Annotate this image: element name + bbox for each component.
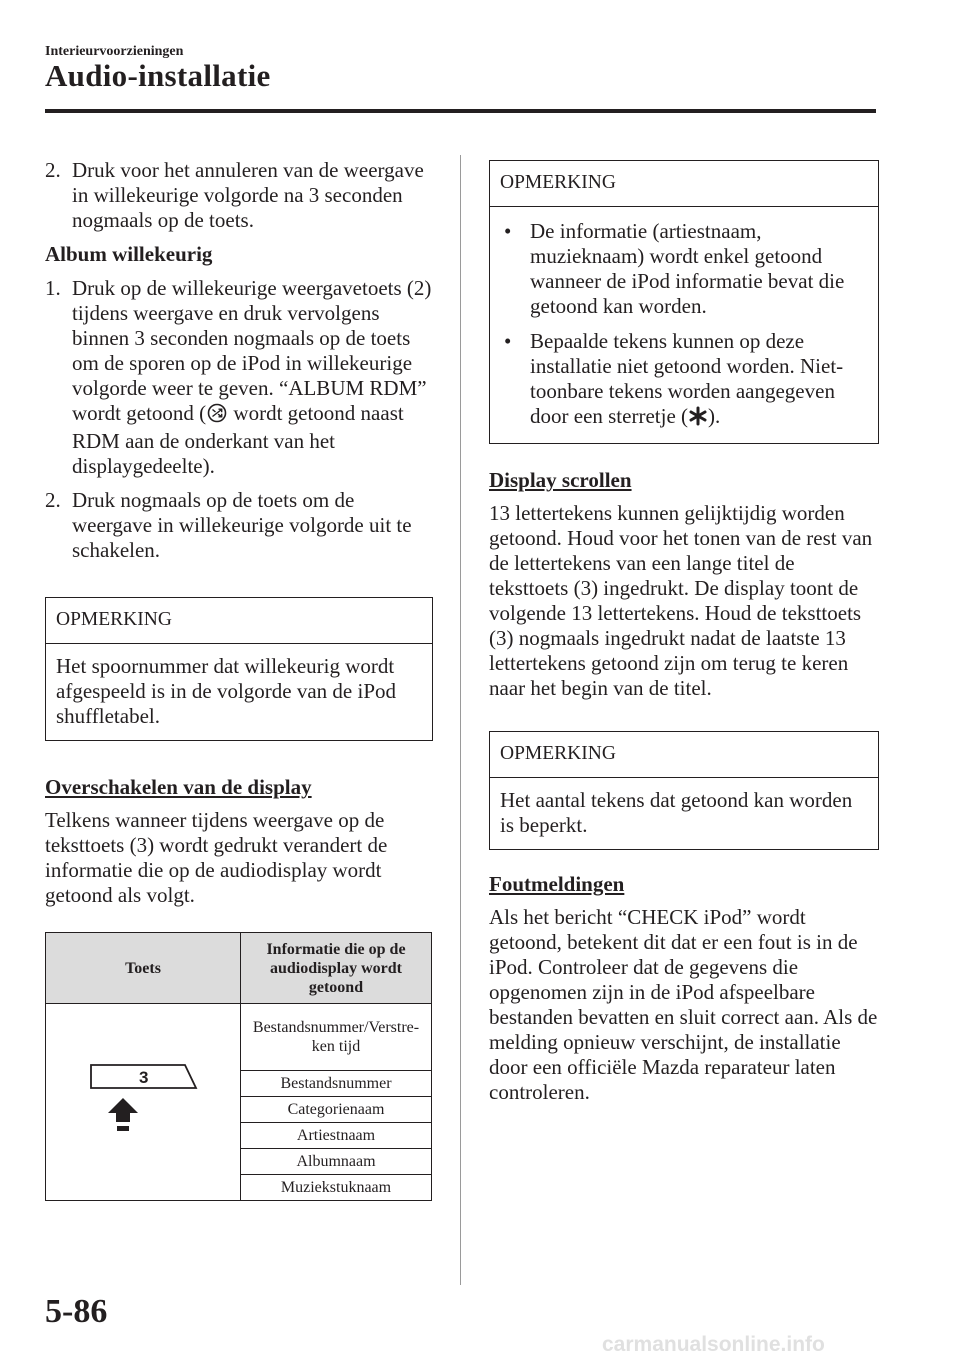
table-header-toets: Toets bbox=[46, 933, 241, 1004]
display-info-table bbox=[45, 932, 432, 1201]
shuffle-disc-icon bbox=[206, 403, 228, 429]
watermark: carmanualsonline.info bbox=[602, 1333, 825, 1356]
table-cell: Muziekstuknaam bbox=[241, 1175, 432, 1201]
note-body bbox=[490, 207, 878, 443]
note-box bbox=[489, 731, 879, 850]
error-messages-text: Als het bericht “CHECK iPod” wordt getoond, betekent dit dat er een fout is in de iPod. Controleer dat de gegevens die opgenomen zijn in de iPod afspeelbare bestanden bevatten en sluit correct aan. Als de melding opnieuw verschijnt, de installatie door een officiële Mazda reparateur laten controleren. bbox=[489, 905, 878, 1104]
table-cell: Categorienaam bbox=[241, 1097, 432, 1123]
album-step-1 bbox=[45, 276, 433, 479]
left-column bbox=[45, 158, 433, 1201]
text-button-3-icon bbox=[83, 1060, 203, 1140]
table-cell: Artiestnaam bbox=[241, 1123, 432, 1149]
note-box bbox=[45, 597, 433, 741]
right-column bbox=[489, 160, 879, 1105]
step-text: Druk voor het annuleren van de weergave in willekeurige volgorde na 3 seconden nogmaals op de toets. bbox=[72, 158, 424, 232]
bullet-text: De informatie (artiestnaam, muzieknaam) wordt enkel getoond wanneer de iPod informatie bevat die getoond kan worden. bbox=[530, 219, 845, 318]
error-messages-heading: Foutmeldingen bbox=[489, 872, 625, 896]
section-label: Interieurvoorzieningen bbox=[45, 44, 184, 59]
page-title: Audio-installatie bbox=[45, 58, 271, 93]
display-scroll-heading: Display scrollen bbox=[489, 468, 632, 492]
table-header-info: Informatie die op de audiodisplay wordt getoond bbox=[241, 933, 432, 1004]
bullet-text-b: ). bbox=[708, 404, 721, 428]
step-text bbox=[72, 276, 433, 479]
note-body: Het aantal tekens dat getoond kan worden is beperkt. bbox=[500, 788, 853, 837]
bullet-text bbox=[530, 329, 868, 432]
step-text-b: wordt getoond naast RDM aan de onderkant van het displaygedeelte). bbox=[72, 401, 404, 478]
button-number-label: 3 bbox=[139, 1067, 149, 1087]
step-number: 2. bbox=[45, 158, 61, 182]
bullet-dot: • bbox=[504, 329, 512, 353]
album-step-2 bbox=[45, 488, 433, 563]
bullet-dot: • bbox=[504, 219, 512, 243]
intro-step-2 bbox=[45, 158, 433, 233]
table-cell: Bestandsnummer bbox=[241, 1071, 432, 1097]
note-body: Het spoornummer dat willekeurig wordt afgespeeld is in de volgorde van de iPod shuffletabel. bbox=[56, 654, 396, 728]
note-bullet bbox=[500, 219, 868, 319]
column-divider bbox=[460, 155, 461, 1285]
step-text-a: Druk op de willekeurige weergavetoets (2) tijdens weergave en druk vervolgens binnen 3 seconden nogmaals op de toets om de sporen op de iPod in willekeurige volgorde weer te geven. “ALBUM RDM” wordt getoond ( bbox=[72, 276, 432, 425]
table-row bbox=[46, 1004, 432, 1071]
table-cell: Bestandsnummer/Verstre-ken tijd bbox=[241, 1004, 432, 1071]
display-scroll-text: 13 lettertekens kunnen gelijktijdig worden getoond. Houd voor het tonen van de rest van de lettertekens van een lange titel de teksttoets (3) ingedrukt. De display toont de volgende 13 lettertekens. Houd de teksttoets (3) nogmaals ingedrukt nadat de laatste 13 lettertekens getoond zijn om terug te keren naar het begin van de titel. bbox=[489, 501, 873, 700]
bullet-text-a: Bepaalde tekens kunnen op deze installatie niet getoond worden. Niet-toonbare tekens worden aangegeven door een sterretje ( bbox=[530, 329, 844, 428]
note-box bbox=[489, 160, 879, 444]
note-heading: OPMERKING bbox=[490, 732, 878, 778]
step-text: Druk nogmaals op de toets om de weergave in willekeurige volgorde uit te schakelen. bbox=[72, 488, 412, 562]
header-rule bbox=[45, 109, 876, 113]
note-bullet bbox=[500, 329, 868, 432]
display-switch-text: Telkens wanneer tijdens weergave op de teksttoets (3) wordt gedrukt verandert de informatie die op de audiodisplay wordt getoond als volgt. bbox=[45, 808, 388, 907]
album-random-heading: Album willekeurig bbox=[45, 242, 213, 266]
asterisk-icon bbox=[688, 406, 708, 432]
step-number: 2. bbox=[45, 488, 61, 512]
display-switch-heading: Overschakelen van de display bbox=[45, 775, 312, 799]
table-header-row bbox=[46, 933, 432, 1004]
step-number: 1. bbox=[45, 276, 61, 300]
note-heading: OPMERKING bbox=[490, 161, 878, 207]
page-number: 5-86 bbox=[45, 1293, 108, 1330]
text-button-illustration bbox=[46, 1004, 241, 1201]
table-cell: Albumnaam bbox=[241, 1149, 432, 1175]
note-heading: OPMERKING bbox=[46, 598, 432, 644]
